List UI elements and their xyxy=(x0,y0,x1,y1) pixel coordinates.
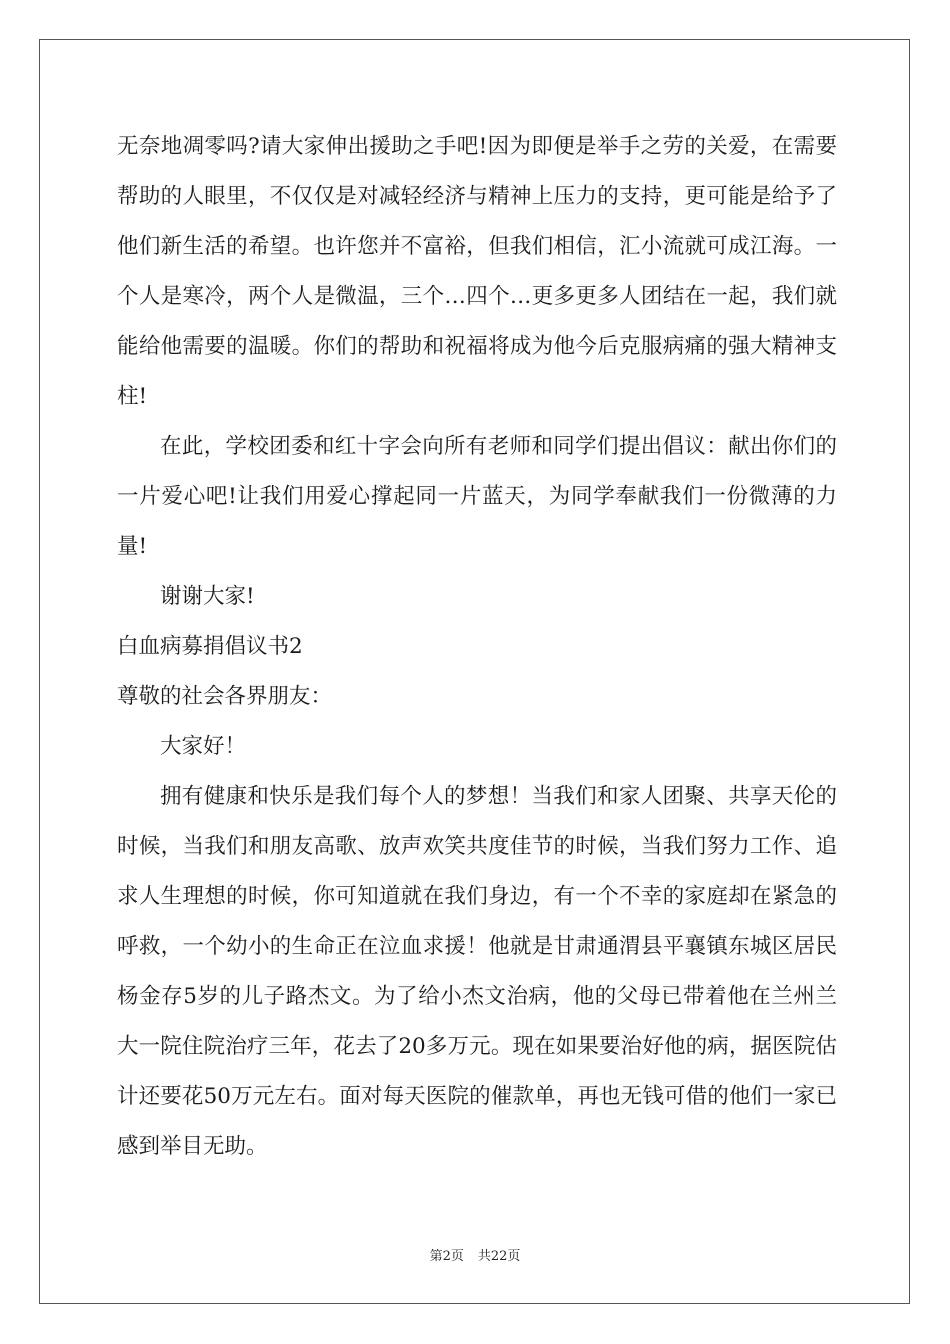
total-pages: 共22页 xyxy=(477,1249,521,1264)
paragraph-2: 在此，学校团委和红十字会向所有老师和同学们提出倡议：献出你们的一片爱心吧!让我们用爱心撑起同一片蓝天，为同学奉献我们一份微薄的力量! xyxy=(117,434,837,559)
section-title: 白血病募捐倡议书2 xyxy=(117,634,303,659)
paragraph-main: 拥有健康和快乐是我们每个人的梦想！当我们和家人团聚、共享天伦的时候，当我们和朋友高歌、放声欢笑共度佳节的时候，当我们努力工作、追求人生理想的时候，你可知道就在我们身边，有一个不幸的家庭却在紧急的呼救，一个幼小的生命正在泣血求援！他就是甘肃通渭县平襄镇东城区居民杨金存5岁的儿子路杰文。为了给小杰文治病，他的父母已带着他在兰州兰大一院住院治疗三年，花去了20多万元。现在如果要治好他的病，据医院估计还要花50万元左右。面对每天医院的催款单，再也无钱可借的他们一家已感到举目无助。 xyxy=(117,784,837,1159)
page-footer xyxy=(0,1245,950,1264)
page-number: 第2页 xyxy=(429,1249,464,1264)
paragraph-1: 无奈地凋零吗?请大家伸出援助之手吧!因为即便是举手之劳的关爱，在需要帮助的人眼里，不仅仅是对减轻经济与精神上压力的支持，更可能是给予了他们新生活的希望。也许您并不富裕，但我们相信，汇小流就可成江海。一个人是寒冷，两个人是微温，三个…四个…更多更多人团结在一起，我们就能给他需要的温暖。你们的帮助和祝福将成为他今后克服病痛的强大精神支柱! xyxy=(117,134,837,409)
paragraph-3: 谢谢大家! xyxy=(160,584,255,609)
greeting: 大家好！ xyxy=(160,734,247,759)
salutation: 尊敬的社会各界朋友： xyxy=(117,684,333,709)
document-body xyxy=(117,122,837,1172)
